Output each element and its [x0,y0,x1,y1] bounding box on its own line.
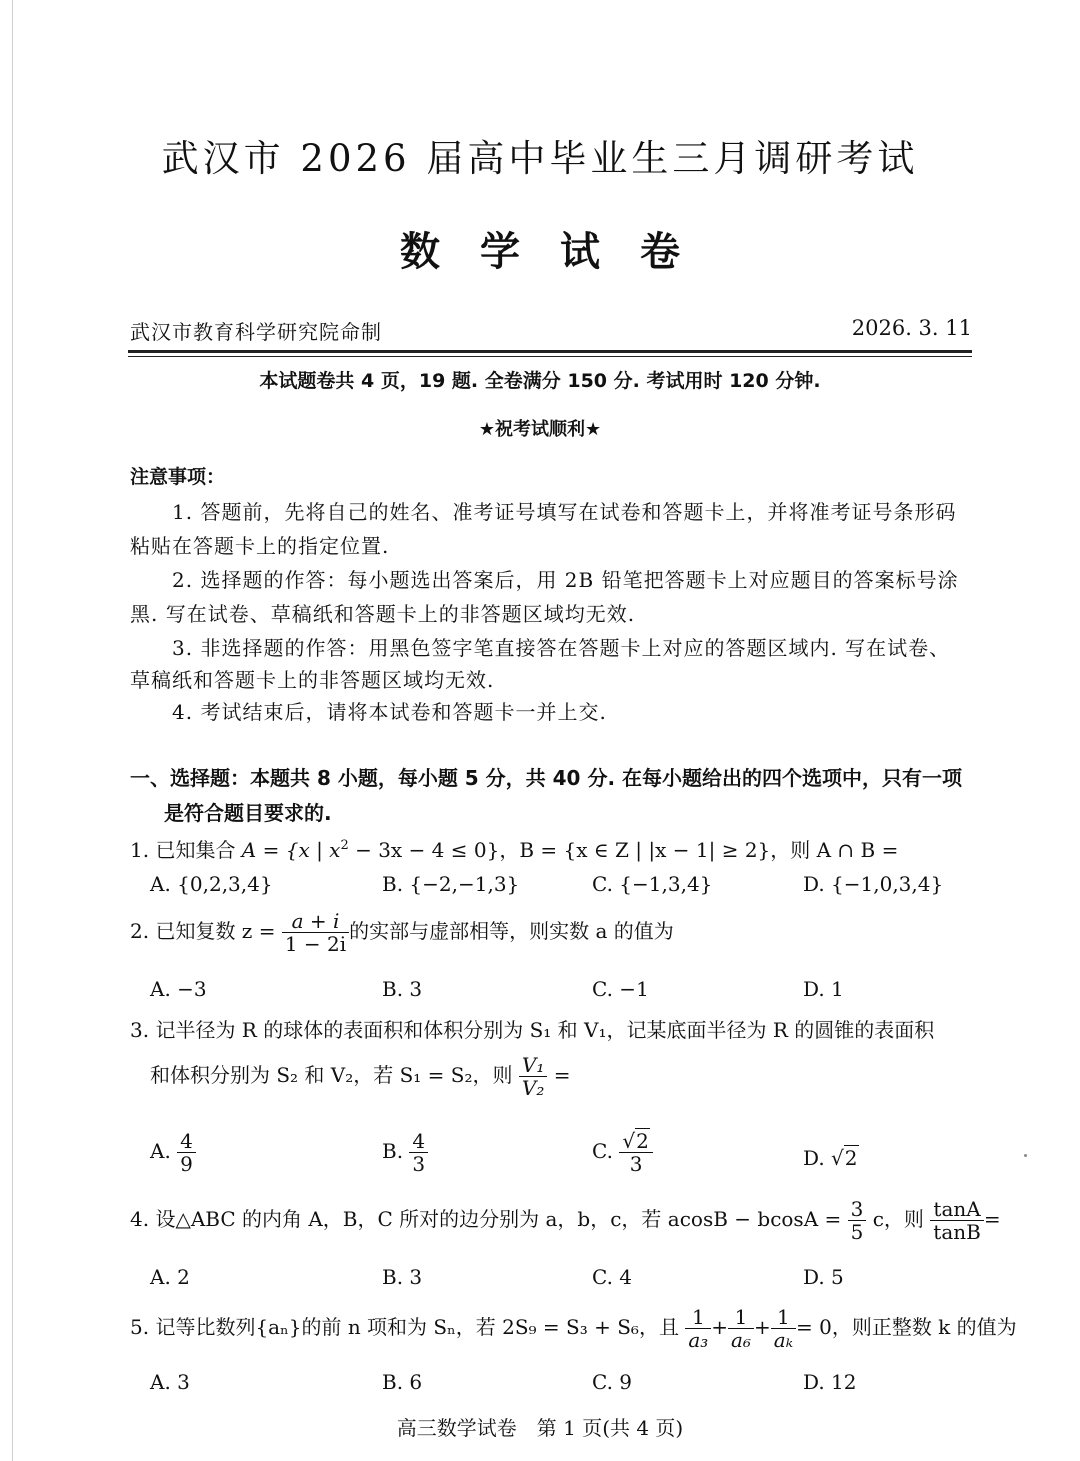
header-rule-thin [128,356,972,357]
q1-option-b: B. {−2,−1,3} [382,872,520,896]
q4-den2: tanB [933,1220,981,1244]
q3-b-label: B. [382,1139,404,1163]
q3-option-d: D. √2 [803,1146,858,1170]
q5-fraction-3 [771,1306,796,1351]
q4-num: 3 [848,1198,867,1221]
q3-a-num: 4 [177,1130,196,1153]
page-footer: 高三数学试卷 第 1 页(共 4 页) [396,1416,684,1440]
q5-f3-den: aₖ [773,1328,793,1352]
q5-plus: + [711,1315,729,1339]
q3-line2-tail: = [547,1063,571,1087]
q5-f1-num: 1 [685,1306,711,1329]
q5-option-d: D. 12 [803,1370,857,1394]
q4-den: 5 [850,1220,864,1244]
exam-title: 武汉市 2026 届高中毕业生三月调研考试 [161,137,919,180]
scan-speck [1024,1154,1027,1157]
q3-d-val: 2 [844,1146,858,1170]
q4-num2: tanA [930,1198,984,1221]
notice-line: 黑. 写在试卷、草稿纸和答题卡上的非答题区域均无效. [130,602,636,626]
q5-option-b: B. 6 [382,1370,423,1394]
q4-fraction2 [930,1198,984,1243]
q2-fraction [282,910,349,955]
q4-option-b: B. 3 [382,1265,423,1289]
question-3-line2 [150,1054,570,1099]
q3-denominator: V₂ [521,1076,545,1100]
q4-option-a: A. 2 [150,1265,190,1289]
q5-option-c: C. 9 [592,1370,633,1394]
q2-option-b: B. 3 [382,977,423,1001]
question-3-line1: 3. 记半径为 R 的球体的表面积和体积分别为 S₁ 和 V₁，记某底面半径为 R 的圆锥的表面积 [130,1018,935,1042]
q2-tail: 的实部与虚部相等，则实数 a 的值为 [349,919,674,943]
q3-option-b [382,1130,428,1175]
q5-lead: 5. 记等比数列{aₙ}的前 n 项和为 Sₙ，若 2S₉ = S₃ + S₆，且 [130,1315,679,1339]
q3-a-fraction [177,1130,196,1175]
q4-option-c: C. 4 [592,1265,633,1289]
q1-set-a-rest: − 3x − 4 ≤ 0}， [348,838,520,862]
section-heading-cont: 是符合题目要求的. [164,801,332,825]
question-4 [130,1198,1001,1243]
q2-option-c: C. −1 [592,977,649,1001]
q4-mid: c，则 [872,1207,924,1231]
q3-fraction [519,1054,547,1099]
q1-option-a: A. {0,2,3,4} [150,872,273,896]
q3-option-a [150,1130,196,1175]
q2-option-d: D. 1 [803,977,844,1001]
paper-info: 本试题卷共 4 页，19 题. 全卷满分 150 分. 考试用时 120 分钟. [259,370,821,392]
q5-fraction-1 [685,1306,711,1351]
q5-tail: = 0，则正整数 k 的值为 [795,1315,1017,1339]
q5-f1-den: a₃ [688,1328,709,1352]
q3-b-fraction [409,1130,428,1175]
q1-set-a: A = {x | x [241,838,341,862]
question-1 [130,834,898,863]
q4-tail: = [983,1207,1001,1231]
notice-title: 注意事项： [130,466,226,488]
q4-lead: 4. 设△ABC 的内角 A，B，C 所对的边分别为 a，b，c，若 acosB − bcosA = [130,1207,842,1231]
q5-f3-num: 1 [771,1306,796,1329]
section-heading: 一、选择题：本题共 8 小题，每小题 5 分，共 40 分. 在每小题给出的四个选项中，只有一项 [130,766,963,790]
q3-line2-lead: 和体积分别为 S₂ 和 V₂，若 S₁ = S₂，则 [150,1063,513,1087]
q3-c-fraction [619,1130,652,1175]
q3-c-den: 3 [629,1152,643,1176]
q3-b-den: 3 [412,1152,426,1176]
notice-line: 1. 答题前，先将自己的姓名、准考证号填写在试卷和答题卡上，并将准考证号条形码 [172,500,957,524]
notice-line: 4. 考试结束后，请将本试卷和答题卡一并上交. [172,700,607,724]
q1-exponent: 2 [340,838,349,853]
notice-line: 2. 选择题的作答：每小题选出答案后，用 2B 铅笔把答题卡上对应题目的答案标号涂 [172,568,959,592]
question-5 [130,1306,1017,1351]
q3-option-c [592,1130,653,1175]
q1-option-c: C. {−1,3,4} [592,872,713,896]
q1-option-d: D. {−1,0,3,4} [803,872,944,896]
q3-d-label: D. [803,1146,825,1170]
q3-c-label: C. [592,1139,613,1163]
q3-numerator: V₁ [519,1054,547,1077]
q2-denominator: 1 − 2i [284,932,347,956]
exam-date: 2026. 3. 11 [851,316,972,340]
blessing: ★祝考试顺利★ [478,419,602,440]
q4-option-d: D. 5 [803,1265,844,1289]
q5-plus: + [754,1315,771,1339]
q3-c-num: 2 [636,1129,649,1153]
q1-lead: 1. 已知集合 [130,838,242,862]
q3-a-label: A. [150,1139,171,1163]
q5-option-a: A. 3 [150,1370,190,1394]
issuer: 武汉市教育科学研究院命制 [130,320,382,344]
q3-c-num-wrap: √2 [619,1130,652,1153]
q5-fraction-2 [728,1306,754,1351]
q1-set-b: B = {x ∈ Z | |x − 1| ≥ 2}，则 A ∩ B = [519,838,899,862]
q5-f2-den: a₆ [731,1328,751,1352]
q4-fraction [848,1198,867,1243]
notice-line: 草稿纸和答题卡上的非答题区域均无效. [130,668,495,692]
q5-f2-num: 1 [728,1306,754,1329]
question-2 [130,910,674,955]
q2-lead: 2. 已知复数 z = [130,919,276,943]
q2-numerator: a + i [282,910,349,933]
q2-option-a: A. −3 [150,977,207,1001]
q3-a-den: 9 [180,1152,193,1176]
q3-b-num: 4 [409,1130,428,1153]
header-rule-thick [128,350,972,353]
notice-line: 3. 非选择题的作答：用黑色签字笔直接答在答题卡上对应的答题区域内. 写在试卷、 [172,636,951,660]
notice-line: 粘贴在答题卡上的指定位置. [130,534,390,558]
subject-title: 数学试卷 [400,229,720,275]
